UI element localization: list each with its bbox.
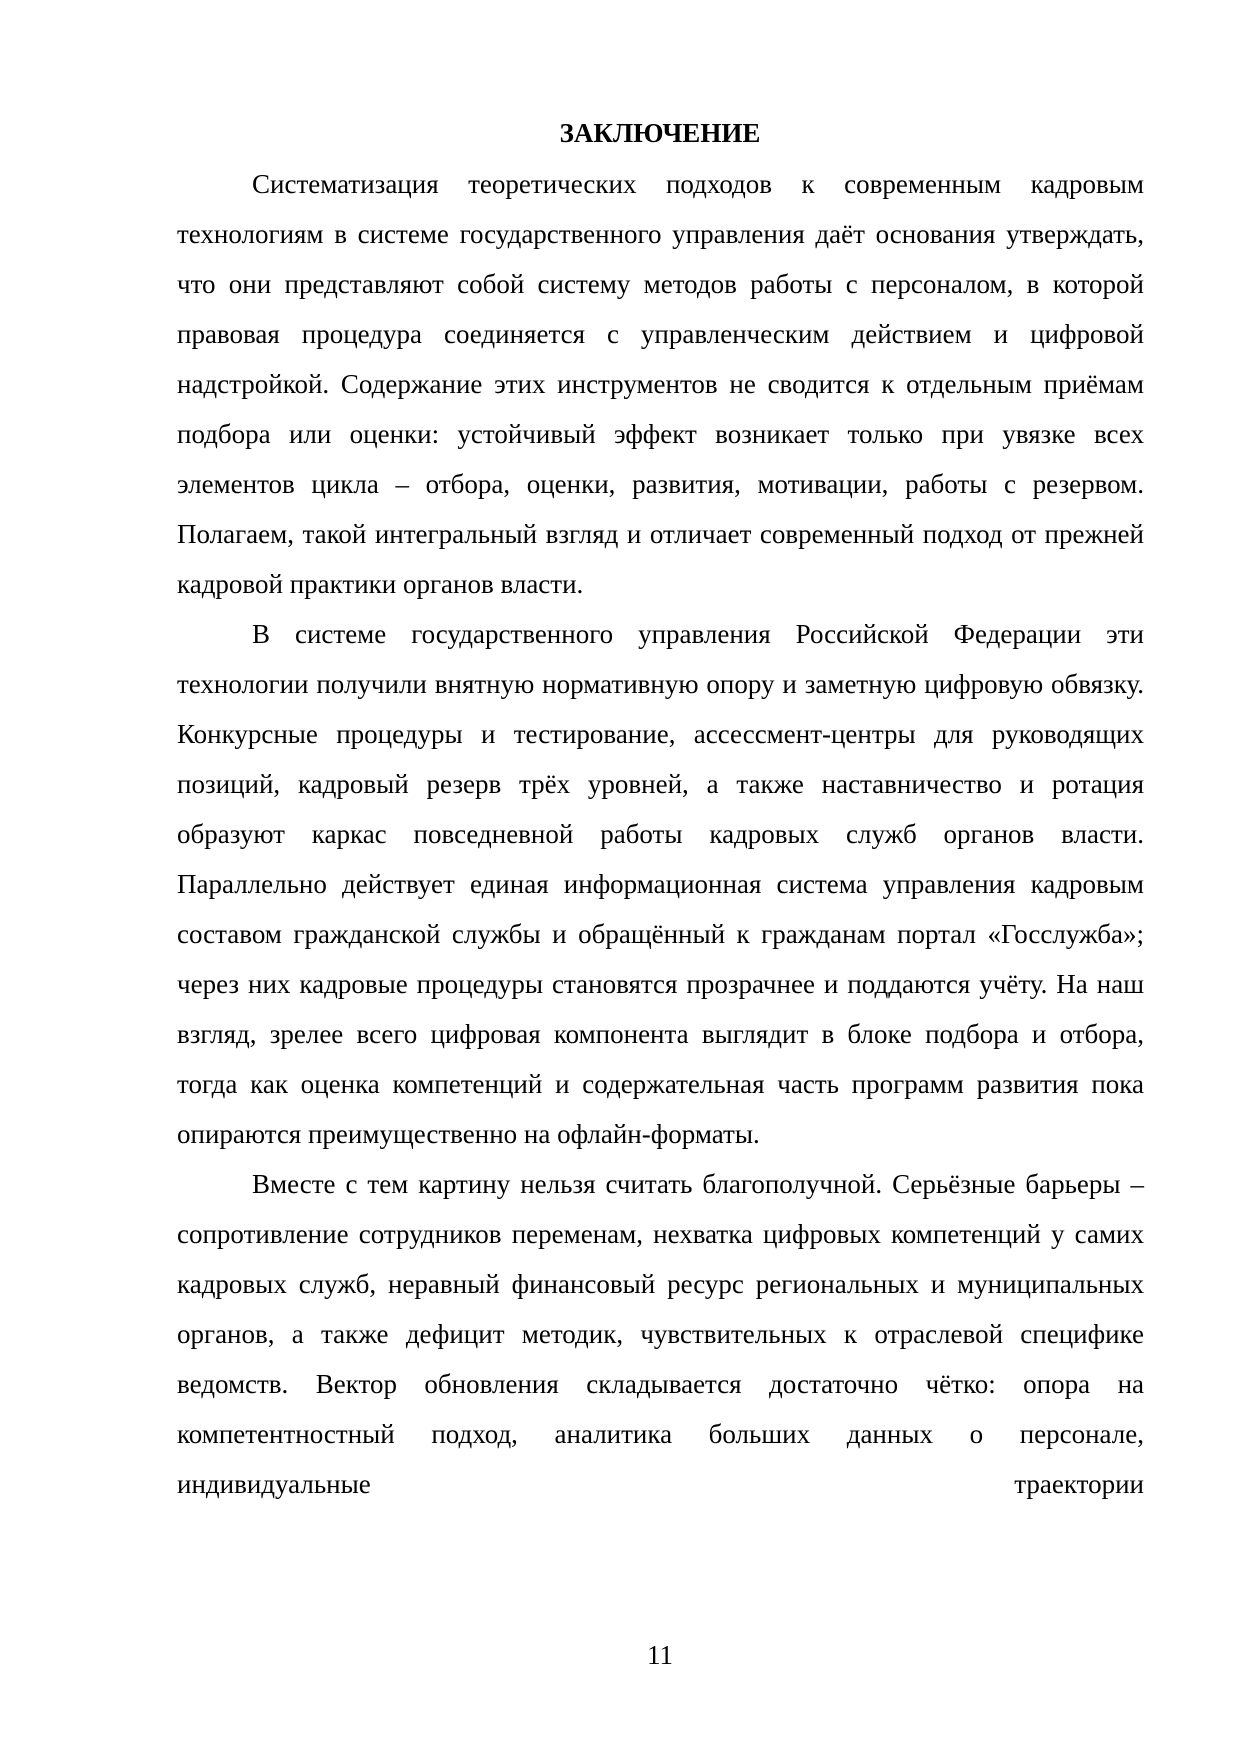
paragraph-1: Систематизация теоретических подходов к современным кадровым технологиям в системе государственного управления даёт основания утверждать, что они представляют собой систему методов работы с персоналом, в которой правовая процедура соединяется с управленческим действием и цифровой надстройкой. Содержание этих инструментов не сводится к отдельным приёмам подбора или оценки: устойчивый эффект возникает только при увязке всех элементов цикла – отбора, оценки, развития, мотивации, работы с резервом. Полагаем, такой интегральный взгляд и отличает современный подход от прежней кадровой практики органов власти. xyxy=(177,169,1144,599)
body-text xyxy=(177,159,1144,1509)
paragraph-3: Вместе с тем картину нельзя считать благополучной. Серьёзные барьеры – сопротивление сотрудников переменам, нехватка цифровых компетенций у самих кадровых служб, неравный финансовый ресурс региональных и муниципальных органов, а также дефицит методик, чувствительных к отраслевой специфике ведомств. Вектор обновления складывается достаточно чётко: опора на компетентностный подход, аналитика больших данных о персонале, индивидуальные траектории xyxy=(177,1169,1144,1499)
paragraph-2: В системе государственного управления Российской Федерации эти технологии получили внятную нормативную опору и заметную цифровую обвязку. Конкурсные процедуры и тестирование, ассессмент-центры для руководящих позиций, кадровый резерв трёх уровней, а также наставничество и ротация образуют каркас повседневной работы кадровых служб органов власти. Параллельно действует единая информационная система управления кадровым составом гражданской службы и обращённый к гражданам портал «Госслужба»; через них кадровые процедуры становятся прозрачнее и поддаются учёту. На наш взгляд, зрелее всего цифровая компонента выглядит в блоке подбора и отбора, тогда как оценка компетенций и содержательная часть программ развития пока опираются преимущественно на офлайн-форматы. xyxy=(177,619,1144,1149)
section-heading: ЗАКЛЮЧЕНИЕ xyxy=(559,118,761,148)
page-number: 11 xyxy=(647,1640,673,1670)
